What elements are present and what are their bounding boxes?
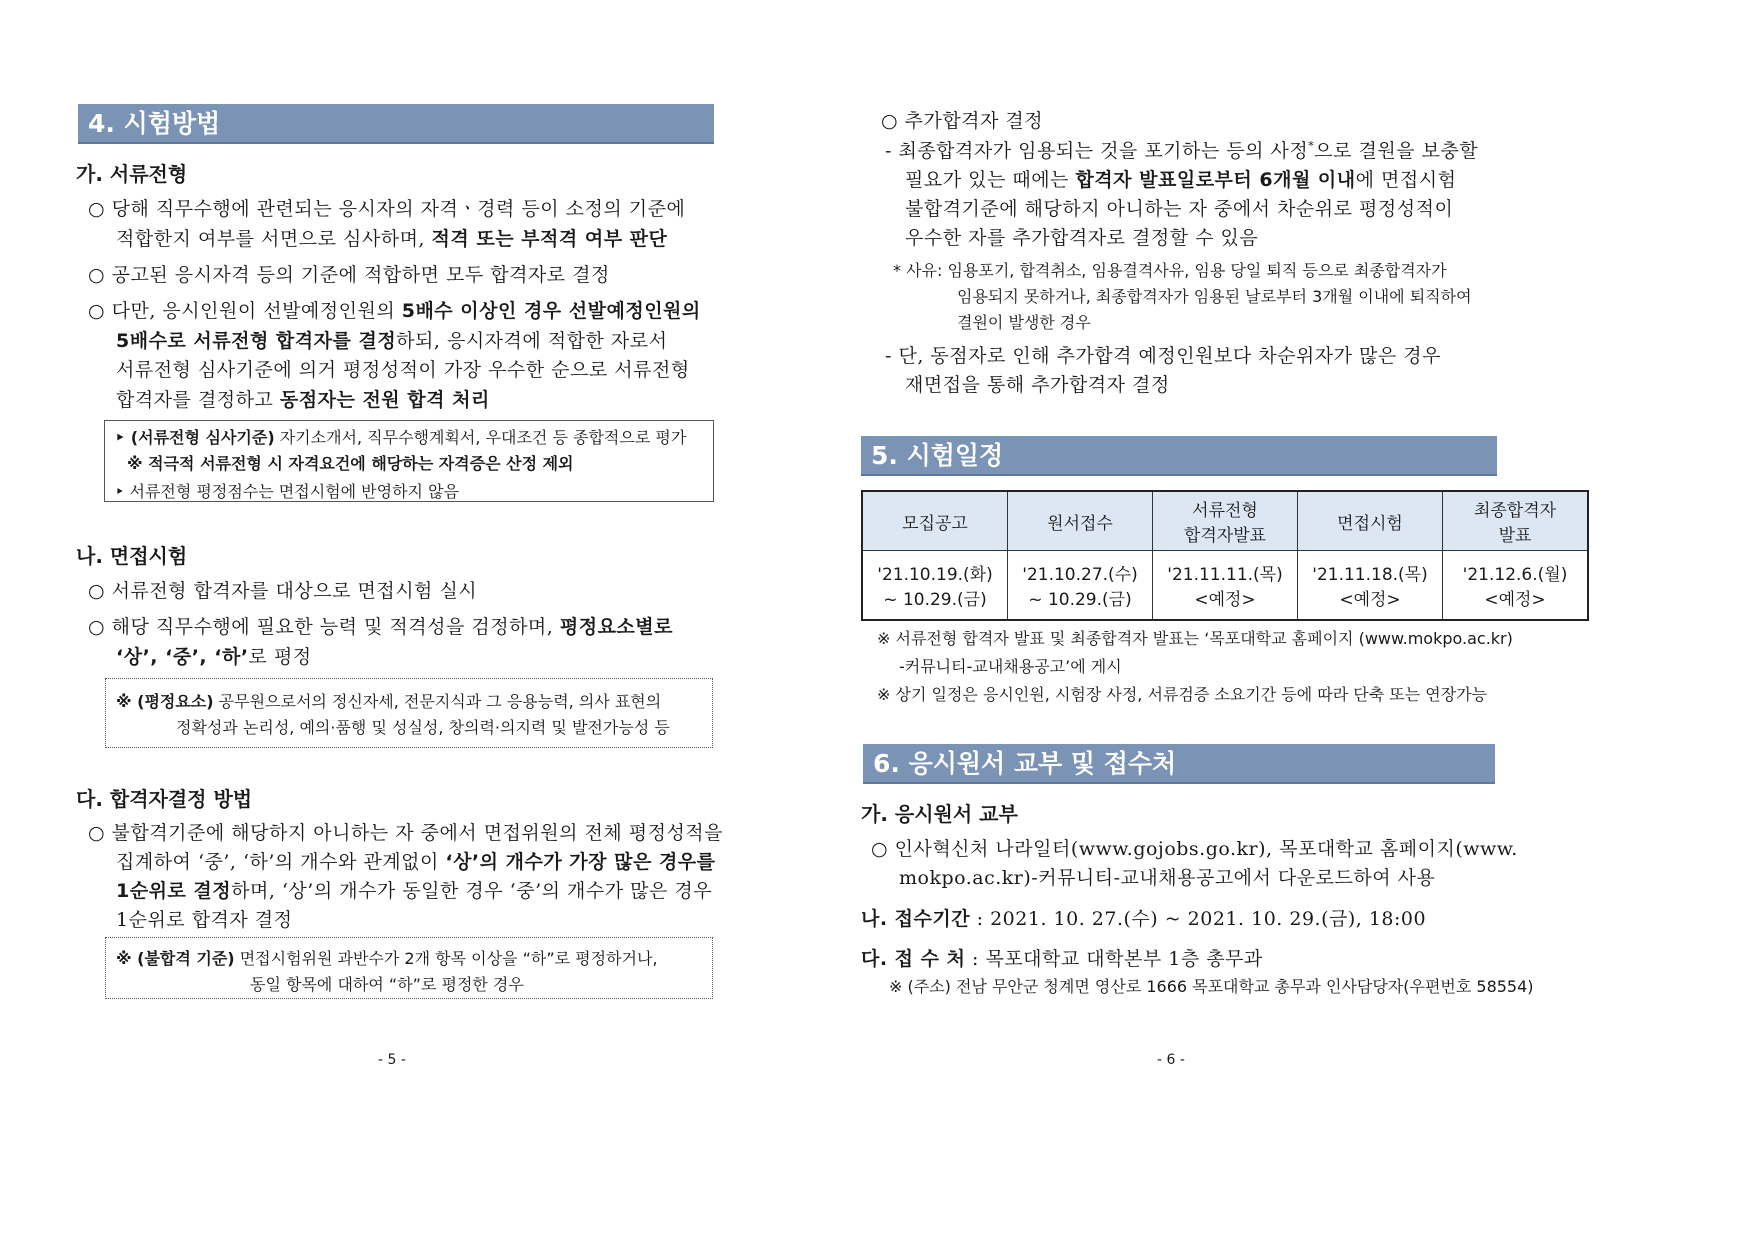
note-line: ※ 상기 일정은 응시인원, 시험장 사정, 서류검증 소요기간 등에 따라 단축 또는 연장가능 (877, 685, 1488, 704)
paragraph-line: mokpo.ac.kr)-커뮤니티-교내채용공고에서 다운로드하여 사용 (899, 867, 1436, 889)
table-header-row (862, 491, 1588, 551)
evaluation-factors-box (105, 678, 713, 748)
paragraph-line: - 단, 동점자로 인해 추가합격 예정인원보다 차순위자가 많은 경우 (885, 345, 1441, 367)
paragraph-line: ○ 서류전형 합격자를 대상으로 면접시험 실시 (88, 580, 478, 602)
paragraph-line: ‘상’, ‘중’, ‘하’로 평정 (116, 646, 312, 668)
table-header-cell: 서류전형 합격자발표 (1153, 491, 1298, 551)
fail-criteria-box (105, 937, 713, 999)
table-cell: '21.11.18.(목) <예정> (1298, 551, 1443, 621)
table-header-cell: 최종합격자 발표 (1443, 491, 1589, 551)
section-5-heading: 5. 시험일정 (861, 436, 1497, 476)
paragraph-line: 합격자를 결정하고 동점자는 전원 합격 처리 (116, 389, 490, 411)
paragraph-line: 서류전형 심사기준에 의거 평정성적이 가장 우수한 순으로 서류전형 (116, 359, 690, 381)
note-line: 임용되지 못하거나, 최종합격자가 임용된 날로부터 3개월 이내에 퇴직하여 (957, 287, 1472, 306)
paragraph-line: ○ 당해 직무수행에 관련되는 응시자의 자격ㆍ경력 등이 소정의 기준에 (88, 198, 686, 220)
table-row (862, 551, 1588, 621)
paragraph-line: 불합격기준에 해당하지 아니하는 자 중에서 차순위로 평정성적이 (905, 198, 1454, 220)
right-page (861, 0, 1754, 1240)
subsection-na-title: 나. 면접시험 (76, 544, 188, 568)
paragraph-line: ○ 다만, 응시인원이 선발예정인원의 5배수 이상인 경우 선발예정인원의 (88, 300, 701, 322)
paragraph-line: 집계하여 ‘중’, ‘하’의 개수와 관계없이 ‘상’의 개수가 가장 많은 경우를 (116, 851, 716, 873)
paragraph-line: 1순위로 합격자 결정 (116, 909, 293, 931)
paragraph-line: 재면접을 통해 추가합격자 결정 (905, 374, 1170, 396)
address-note: ※ (주소) 전남 무안군 청계면 영산로 1666 목포대학교 총무과 인사담당자(우편번호 58554) (889, 977, 1534, 996)
note-line: -커뮤니티-교내채용공고’에 게시 (899, 657, 1122, 676)
table-cell: '21.10.19.(화) ~ 10.29.(금) (862, 551, 1008, 621)
table-header-cell: 모집공고 (862, 491, 1008, 551)
paragraph-line: 적합한지 여부를 서면으로 심사하며, 적격 또는 부적격 여부 판단 (116, 228, 668, 250)
paragraph-line: - 최종합격자가 임용되는 것을 포기하는 등의 사정*으로 결원을 보충할 (885, 139, 1479, 162)
page-number: - 5 - (378, 1052, 406, 1068)
note-line: ※ 서류전형 합격자 발표 및 최종합격자 발표는 ‘목포대학교 홈페이지 (www.mokpo.ac.kr) (877, 629, 1513, 648)
box-line: ※ (평정요소) 공무원으로서의 정신자세, 전문지식과 그 응용능력, 의사 표현의 (116, 692, 662, 711)
box-line: ‣ (서류전형 심사기준) 자기소개서, 직무수행계획서, 우대조건 등 종합적으로 평가 (115, 428, 687, 447)
subsection-ga-title: 가. 응시원서 교부 (861, 802, 1018, 826)
box-line: ‣ 서류전형 평정점수는 면접시험에 반영하지 않음 (115, 482, 459, 501)
table-header-cell: 원서접수 (1008, 491, 1153, 551)
paragraph-line: ○ 인사혁신처 나라일터(www.gojobs.go.kr), 목포대학교 홈페이지(www. (871, 838, 1518, 860)
schedule-table (861, 490, 1589, 621)
section-4-heading: 4. 시험방법 (78, 104, 714, 144)
page-number: - 6 - (1157, 1052, 1185, 1068)
box-line: ※ (불합격 기준) 면접시험위원 과반수가 2개 항목 이상을 “하”로 평정하거나, (116, 949, 658, 968)
application-office: 다. 접 수 처 : 목포대학교 대학본부 1층 총무과 (861, 948, 1263, 970)
section-6-heading: 6. 응시원서 교부 및 접수처 (863, 744, 1495, 784)
application-period: 나. 접수기간 : 2021. 10. 27.(수) ~ 2021. 10. 29.(금), 18:00 (861, 908, 1427, 930)
subsection-ga-title: 가. 서류전형 (76, 162, 188, 186)
paragraph-line: ○ 불합격기준에 해당하지 아니하는 자 중에서 면접위원의 전체 평정성적을 (88, 822, 724, 844)
box-line: ※ 적극적 서류전형 시 자격요건에 해당하는 자격증은 산정 제외 (127, 454, 574, 473)
paragraph-line: 필요가 있는 때에는 합격자 발표일로부터 6개월 이내에 면접시험 (905, 169, 1457, 191)
paragraph-line: ○ 해당 직무수행에 필요한 능력 및 적격성을 검정하며, 평정요소별로 (88, 616, 673, 638)
table-cell: '21.11.11.(목) <예정> (1153, 551, 1298, 621)
table-header-cell: 면접시험 (1298, 491, 1443, 551)
screening-criteria-box (104, 420, 714, 502)
paragraph-line: ○ 공고된 응시자격 등의 기준에 적합하면 모두 합격자로 결정 (88, 264, 610, 286)
note-line: 결원이 발생한 경우 (957, 313, 1091, 332)
table-cell: '21.12.6.(월) <예정> (1443, 551, 1589, 621)
note-line: * 사유: 임용포기, 합격취소, 임용결격사유, 임용 당일 퇴직 등으로 최종합격자가 (893, 261, 1447, 280)
paragraph-line: ○ 추가합격자 결정 (881, 110, 1044, 132)
subsection-da-title: 다. 합격자결정 방법 (76, 787, 253, 811)
paragraph-line: 우수한 자를 추가합격자로 결정할 수 있음 (905, 227, 1259, 249)
box-line: 동일 항목에 대하여 “하”로 평정한 경우 (250, 975, 524, 994)
paragraph-line: 5배수로 서류전형 합격자를 결정하되, 응시자격에 적합한 자로서 (116, 330, 668, 352)
paragraph-line: 1순위로 결정하며, ‘상’의 개수가 동일한 경우 ‘중’의 개수가 많은 경우 (116, 880, 713, 902)
box-line: 정확성과 논리성, 예의·품행 및 성실성, 창의력·의지력 및 발전가능성 등 (176, 718, 670, 737)
table-cell: '21.10.27.(수) ~ 10.29.(금) (1008, 551, 1153, 621)
